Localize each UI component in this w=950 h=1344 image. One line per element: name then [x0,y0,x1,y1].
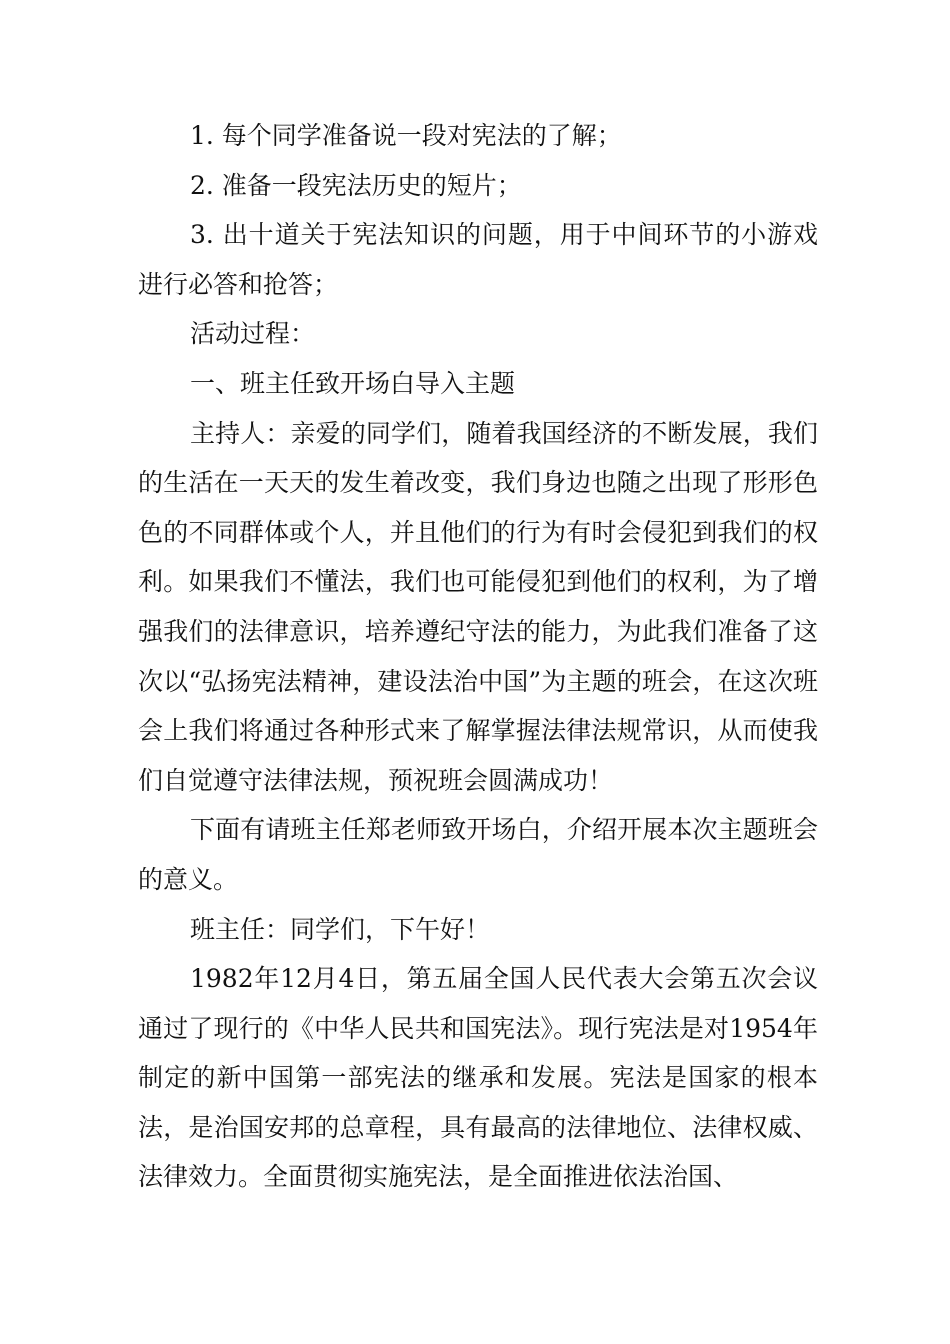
paragraph-prep-item-3: 3. 出十道关于宪法知识的问题，用于中间环节的小游戏进行必答和抢答； [138,220,818,299]
document-body [138,111,818,1202]
paragraph-prep-item-1: 1. 每个同学准备说一段对宪法的了解； [190,121,622,150]
paragraph-teacher-greeting: 班主任：同学们，下午好！ [190,914,491,944]
paragraph-host-speech: 主持人：亲爱的同学们，随着我国经济的不断发展，我们的生活在一天天的发生着改变，我们身边也随之出现了形形色色的不同群体或个人，并且他们的行为有时会侵犯到我们的权利。如果我们不懂法，我们也可能侵犯到他们的权利，为了增强我们的法律意识，培养遵纪守法的能力，为此我们准备了这次以“弘扬宪法精神，建设法治中国”为主题的班会，在这次班会上我们将通过各种形式来了解掌握法律法规常识，从而使我们自觉遵守法律法规，预祝班会圆满成功！ [138,418,818,795]
paragraph-host-invite: 下面有请班主任郑老师致开场白，介绍开展本次主题班会的意义。 [138,815,818,894]
paragraph-section-one-heading: 一、班主任致开场白导入主题 [190,368,516,398]
paragraph-activity-process-heading: 活动过程： [190,319,316,349]
paragraph-teacher-speech: 1982年12月4日，第五届全国人民代表大会第五次会议通过了现行的《中华人民共和国宪法》。现行宪法是对1954年制定的新中国第一部宪法的继承和发展。宪法是国家的根本法，是治国安邦的总章程，具有最高的法律地位、法律权威、法律效力。全面贯彻实施宪法，是全面推进依法治国、 [138,964,818,1192]
paragraph-prep-item-2: 2. 准备一段宪法历史的短片； [190,170,522,200]
